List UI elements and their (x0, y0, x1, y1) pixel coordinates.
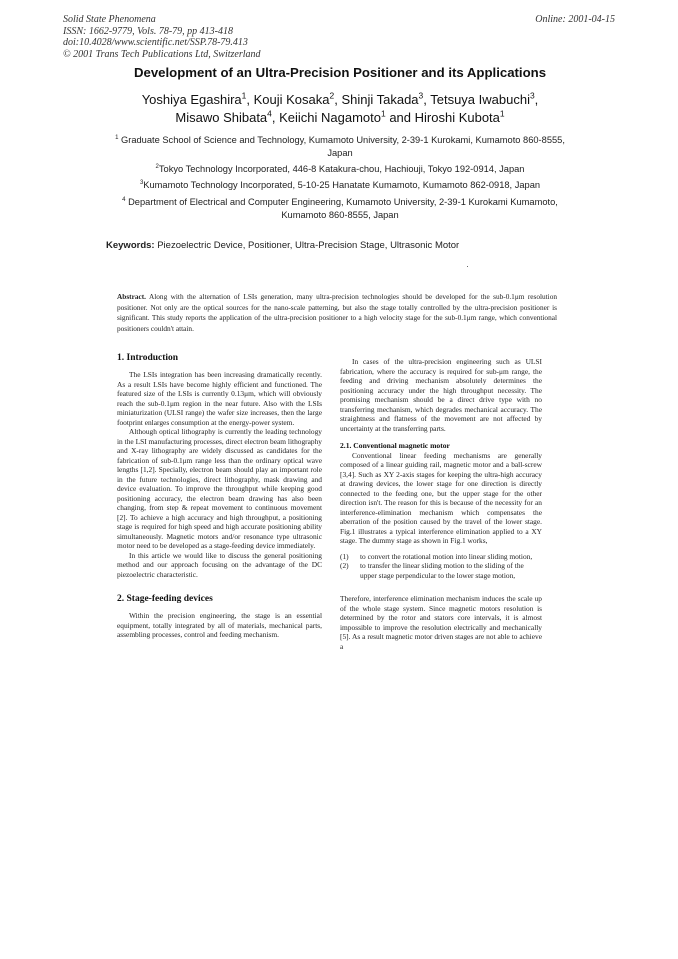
paper-title: Development of an Ultra-Precision Positioner and its Applications (133, 65, 547, 80)
author-name: Misawo Shibata (175, 110, 268, 125)
affiliation-text: Kumamoto Technology Incorporated, 5-10-25 Hanatate Kumamoto, Kumamoto 862-0918, Japan (143, 180, 541, 190)
publication-info (63, 14, 261, 60)
keywords (106, 240, 459, 251)
affiliation-mark: 2 (155, 163, 159, 170)
list-number: (1) (340, 551, 349, 561)
author-separator: , (246, 92, 254, 107)
paragraph: Although optical lithography is currently the leading technology in the LSI manufacturing processes, direct electron beam lithography and X-ray lithography are widely discussed as candidates for the fabrication of sub-0.1μm range less than the ordinary optical wave lengths [1,2]. Specially, electron beam should play an important role in the future technologies, direct lithography, mask drawing and device evaluation. To improve the throughput while keeping good positioning accuracy, the electron beam drawing has also been changing, from step & repeat movement to continuous movement [2]. To achieve a high accuracy and high throughput, a positioning stage is required for high speed and high accurate positioning ability simultaneously. Magnetic motors and/or resonance type ultrasonic motor need to be developed as a stage-feeding device immediately. (117, 427, 322, 550)
author-affiliation-mark: 4 (267, 108, 272, 119)
list-text: to convert the rotational motion into linear sliding motion, (360, 551, 533, 561)
numbered-list (340, 552, 542, 581)
paragraph: Within the precision engineering, the stage is an essential equipment, totally integrated by all of materials, mechanical parts, assembling processes, control and feeding mechanism. (117, 611, 322, 639)
abstract-label: Abstract. (117, 292, 146, 301)
author-list (90, 91, 590, 127)
spacer (340, 433, 542, 441)
author-name: Yoshiya Egashira (141, 92, 242, 107)
author-separator: , (534, 92, 539, 107)
affiliation-1 (105, 134, 575, 159)
keywords-label: Keywords: (106, 240, 155, 251)
affiliation-2 (90, 163, 590, 176)
author-and: and (385, 110, 415, 125)
author-affiliation-mark: 2 (329, 90, 335, 101)
spacer (117, 579, 322, 593)
list-item (340, 552, 542, 562)
author-line-1 (90, 91, 590, 109)
affiliation-mark: 4 (122, 196, 126, 203)
keywords-text: Piezoelectric Device, Positioner, Ultra-Precision Stage, Ultrasonic Motor (157, 240, 460, 251)
author-affiliation-mark: 1 (241, 90, 247, 101)
affiliation-4 (105, 196, 575, 221)
author-affiliation-mark: 1 (499, 108, 505, 119)
author-name: Hiroshi Kubota (414, 110, 500, 125)
author-name: Shinji Takada (341, 92, 419, 107)
subsection-heading: 2.1. Conventional magnetic motor (340, 441, 450, 450)
right-column (340, 357, 542, 651)
list-text: to transfer the linear sliding motion to the sliding of the upper stage perpendicular to the lower stage motion, (360, 561, 524, 580)
paragraph: Conventional linear feeding mechanisms are generally composed of a linear guiding rail, magnetic motor and a ball-screw [3,4]. Such as XY 2-axis stages for keeping the ultra-high accuracy at drawing devices, the lower stage for one direction is directly connected to the feeding one, but the upper stage for the other direction isn't. The reason for this is because of the necessity for an interference-elimination mechanism which compensates the aberration of the position caused by the travel of the lower stage. Fig.1 illustrates a typical interference elimination applied to a XY stage. The dummy stage as shown in Fig.1 works, (340, 450, 542, 545)
paragraph: In this article we would like to discuss the general positioning method and our approach focusing on the advantage of the DC piezoelectric characteristic. (117, 550, 322, 579)
section-heading-introduction: 1. Introduction (117, 353, 179, 363)
copyright-line: © 2001 Trans Tech Publications Ltd, Switzerland (63, 48, 261, 60)
list-number: (2) (340, 561, 349, 570)
author-affiliation-mark: 3 (529, 90, 535, 101)
online-date: Online: 2001-04-15 (535, 14, 615, 25)
affiliation-mark: 1 (115, 134, 119, 141)
list-item (340, 561, 542, 580)
doi-line: doi:10.4028/www.scientific.net/SSP.78-79.413 (63, 37, 248, 48)
author-name: Keiichi Nagamoto (279, 110, 381, 125)
section-heading-stage-feeding: 2. Stage-feeding devices (117, 594, 213, 604)
affiliation-text: Department of Electrical and Computer Engineering, Kumamoto University, 2-39-1 Kurokami Kumamoto, Kumamoto 860-8555, Japan (128, 197, 558, 220)
author-separator: , (334, 92, 342, 107)
author-line-2 (90, 109, 590, 127)
abstract (117, 292, 557, 334)
journal-name: Solid State Phenomena (63, 14, 156, 25)
author-separator: , (423, 92, 431, 107)
author-name: Kouji Kosaka (253, 92, 330, 107)
paragraph: Therefore, interference elimination mechanism induces the scale up of the whole stage system. Since magnetic motors resolution is determined by the rotor and stators core intervals, it is almost impossible to improve the resolution electrically and mechanically [5]. As a result magnetic motor driven stages are not able to achieve a (340, 594, 542, 651)
issn-line: ISSN: 1662-9779, Vols. 78-79, pp 413-418 (63, 25, 233, 37)
affiliation-mark: 3 (139, 179, 144, 186)
author-separator: , (271, 110, 280, 125)
affiliation-text: Graduate School of Science and Technology, Kumamoto University, 2-39-1 Kurokami, Kumamoto 860-8555, Japan (121, 135, 565, 158)
paragraph: The LSIs integration has been increasing dramatically recently. As a result LSIs have become highly efficient and functioned. The featured size of the LSIs is currently 0.13μm, which will obviously reach the sub-0.1μm region in the near future. Also with the LSIs miniaturization (ULSI range) the wafer size increases, then the large footprint enlarges consumption at the energy-power system. (117, 370, 322, 427)
scan-speck (467, 266, 468, 267)
affiliation-text: Tokyo Technology Incorporated, 446-8 Katakura-chou, Hachiouji, Tokyo 192-0914, Japan (158, 164, 525, 174)
left-column (117, 352, 322, 640)
affiliation-3 (90, 179, 590, 192)
author-affiliation-mark: 1 (381, 108, 386, 119)
author-name: Tetsuya Iwabuchi (430, 92, 530, 107)
paragraph: In cases of the ultra-precision engineering such as ULSI fabrication, where the accuracy is required for sub-μm range, the feeding and driving mechanism absolutely determines the positioning accuracy under the high throughput necessity. The promising mechanism should be a direct drive type with no transferring mechanism, which degrades mechanical accuracy. The straightness and flatness of the movement are not affected by uncertainty at the transferring parts. (340, 357, 542, 433)
author-affiliation-mark: 3 (418, 90, 424, 101)
abstract-text: Along with the alternation of LSIs generation, many ultra-precision technologies should be developed for the sub-0.1μm resolution positioner. Not only are the optical sources for the nano-scale patterning, but also the stage totally controlled by the ultra-precision positioner is significant. This study reports the application of the ultra-precision positioner to a high velocity stage for the sub-0.1μm range, which conventional positioners couldn't attain. (117, 292, 558, 333)
spacer (340, 586, 542, 594)
